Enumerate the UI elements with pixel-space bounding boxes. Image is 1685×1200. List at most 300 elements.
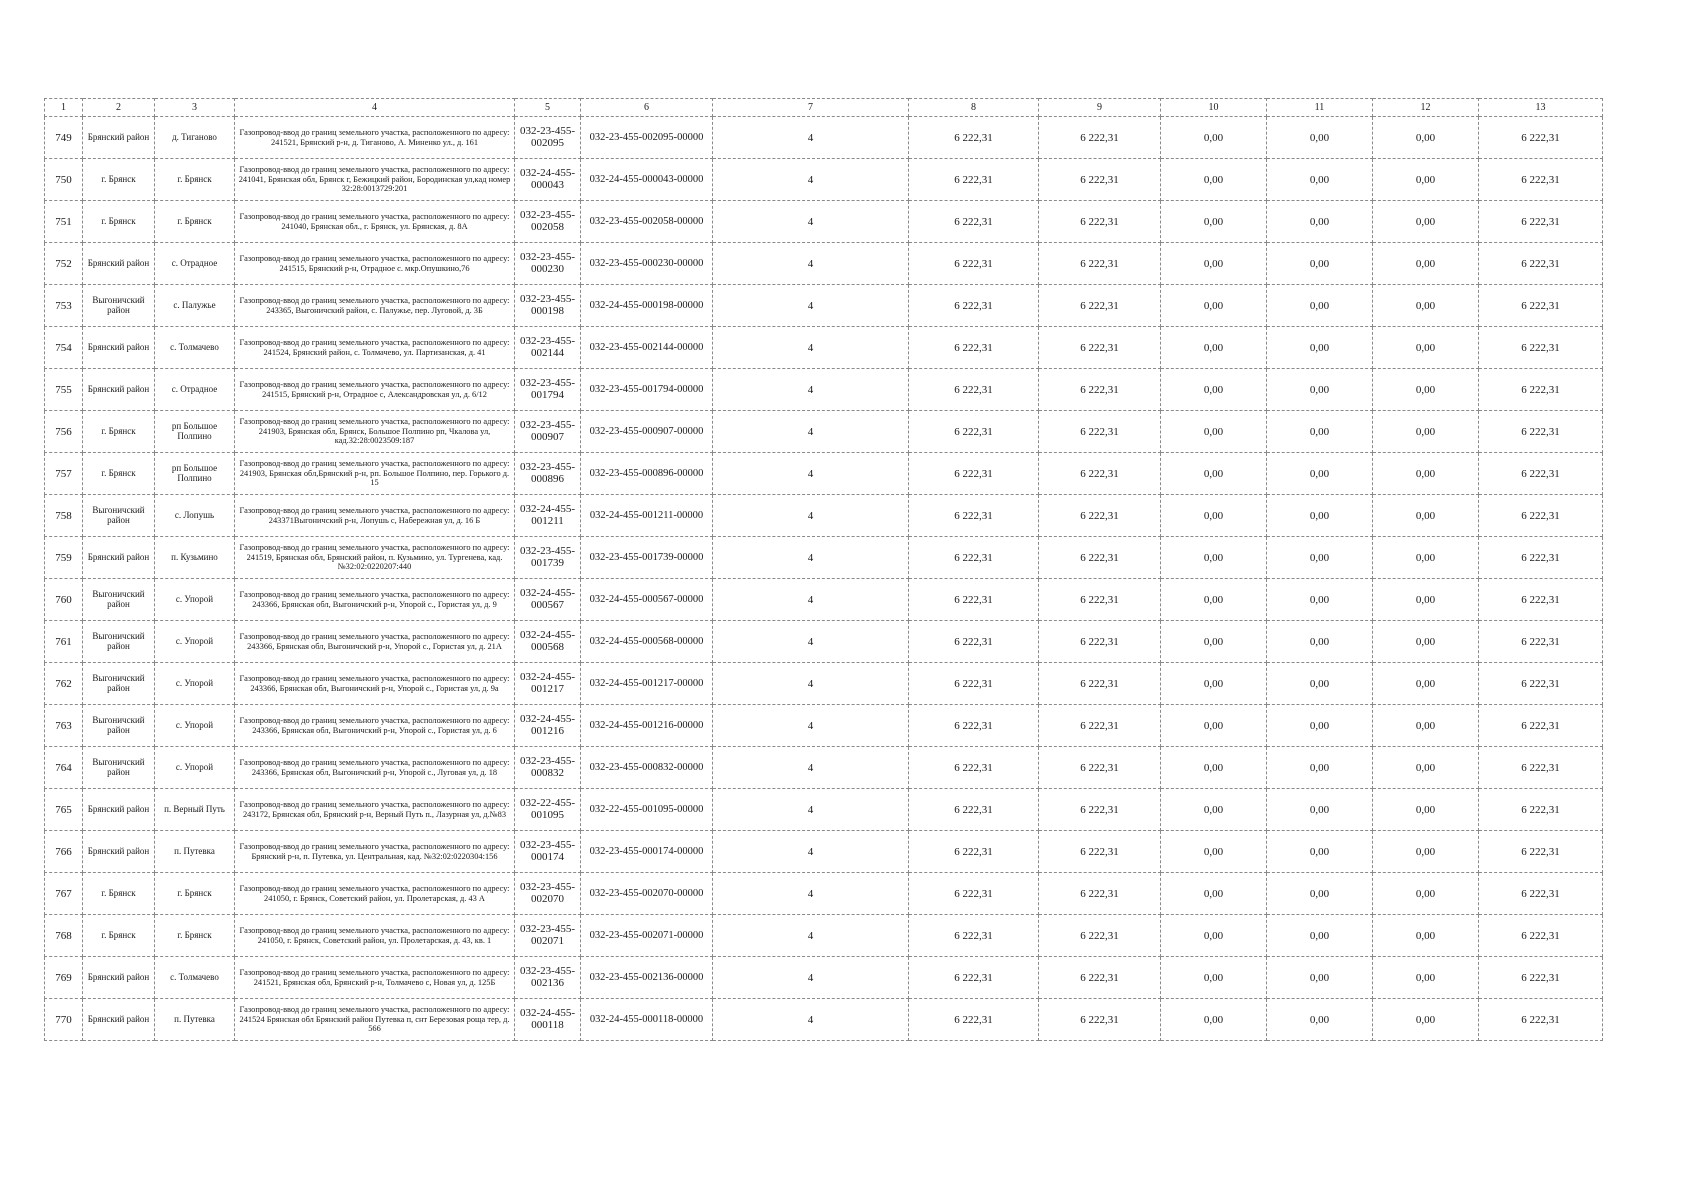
table-row [45,201,1603,243]
table-cell: 032-22-455-001095-00000 [581,789,713,831]
table-cell: 0,00 [1373,705,1479,747]
table-cell: 6 222,31 [1479,117,1603,159]
table-cell: 6 222,31 [1039,201,1161,243]
table-cell: г. Брянск [83,453,155,495]
table-cell: Газопровод-ввод до границ земельного участка, расположенного по адресу: 241524, Брянский район, с. Толмачево, ул. Партизанская, д. 41 [235,327,515,369]
table-cell: 4 [713,453,909,495]
table-cell: с. Упорой [155,705,235,747]
table-cell: г. Брянск [83,201,155,243]
table-cell: 4 [713,663,909,705]
table-cell: 4 [713,243,909,285]
table-cell: 0,00 [1373,495,1479,537]
column-header-9: 9 [1039,99,1161,117]
table-cell: рп Большое Полпино [155,411,235,453]
table-row [45,537,1603,579]
table-cell: 032-24-455-001217-00000 [581,663,713,705]
table-cell: Газопровод-ввод до границ земельного участка, расположенного по адресу: 243172, Брянская обл, Брянский р-н, Верный Путь п., Лазурная ул, д.№83 [235,789,515,831]
table-cell: 6 222,31 [1479,243,1603,285]
table-cell: 6 222,31 [909,159,1039,201]
table-cell: г. Брянск [155,159,235,201]
table-cell: Газопровод-ввод до границ земельного участка, расположенного по адресу: 241903, Брянская обл, Брянск, Большое Полпино рп, Чкалова ул, кад.32:28:0023509:187 [235,411,515,453]
table-cell: 032-24-455-000043 [515,159,581,201]
column-header-11: 11 [1267,99,1373,117]
table-cell: 6 222,31 [1479,159,1603,201]
table-cell: 0,00 [1161,831,1267,873]
table-cell: 032-24-455-000568 [515,621,581,663]
table-cell: 032-24-455-001217 [515,663,581,705]
table-cell: 0,00 [1161,411,1267,453]
table-cell: 032-23-455-002070 [515,873,581,915]
table-cell: 6 222,31 [1479,201,1603,243]
register-table [44,98,1603,1041]
table-row [45,327,1603,369]
table-cell: 4 [713,579,909,621]
table-cell: 032-24-455-000567-00000 [581,579,713,621]
table-cell: 6 222,31 [1039,369,1161,411]
table-cell: с. Толмачево [155,957,235,999]
table-cell: 0,00 [1267,789,1373,831]
table-cell: 6 222,31 [909,999,1039,1041]
table-cell: п. Путевка [155,999,235,1041]
table-cell: 0,00 [1267,327,1373,369]
table-cell: 0,00 [1161,537,1267,579]
table-cell: 6 222,31 [1039,117,1161,159]
table-cell: 768 [45,915,83,957]
table-cell: 032-24-455-001216 [515,705,581,747]
table-cell: 754 [45,327,83,369]
table-cell: 6 222,31 [1479,957,1603,999]
table-cell: 4 [713,999,909,1041]
table-cell: 6 222,31 [1039,789,1161,831]
table-cell: рп Большое Полпино [155,453,235,495]
table-cell: 032-22-455-001095 [515,789,581,831]
table-cell: 4 [713,327,909,369]
table-cell: 0,00 [1373,663,1479,705]
table-cell: 758 [45,495,83,537]
column-header-8: 8 [909,99,1039,117]
table-cell: г. Брянск [155,915,235,957]
table-row [45,159,1603,201]
header-row [45,99,1603,117]
table-cell: 0,00 [1267,411,1373,453]
table-cell: 6 222,31 [909,579,1039,621]
table-cell: с. Лопушь [155,495,235,537]
table-cell: 6 222,31 [1039,999,1161,1041]
table-cell: 6 222,31 [909,285,1039,327]
table-cell: 6 222,31 [1479,369,1603,411]
table-cell: 6 222,31 [1479,495,1603,537]
table-cell: Газопровод-ввод до границ земельного участка, расположенного по адресу: 241521, Брянский р-н, д. Тиганово, А. Миненко ул., д. 161 [235,117,515,159]
table-cell: 0,00 [1267,495,1373,537]
table-cell: 032-23-455-000832 [515,747,581,789]
table-cell: 751 [45,201,83,243]
table-cell: Брянский район [83,243,155,285]
table-cell: 0,00 [1267,999,1373,1041]
table-cell: 769 [45,957,83,999]
table-cell: с. Упорой [155,747,235,789]
table-cell: 6 222,31 [909,705,1039,747]
table-cell: 032-23-455-002058-00000 [581,201,713,243]
table-cell: 0,00 [1267,453,1373,495]
table-cell: Выгоничский район [83,747,155,789]
table-cell: 6 222,31 [1039,957,1161,999]
table-row [45,873,1603,915]
column-header-12: 12 [1373,99,1479,117]
table-cell: 032-23-455-000896 [515,453,581,495]
table-cell: 0,00 [1161,159,1267,201]
column-header-13: 13 [1479,99,1603,117]
table-row [45,789,1603,831]
table-cell: Газопровод-ввод до границ земельного участка, расположенного по адресу: 243366, Брянская обл, Выгоничский р-н, Упорой с., Гористая ул, д. 9 [235,579,515,621]
table-cell: 0,00 [1373,789,1479,831]
table-cell: 0,00 [1161,747,1267,789]
table-cell: 4 [713,285,909,327]
table-cell: 6 222,31 [1039,495,1161,537]
table-cell: 6 222,31 [909,873,1039,915]
table-cell: 0,00 [1267,159,1373,201]
table-row [45,957,1603,999]
table-cell: 6 222,31 [909,201,1039,243]
table-cell: 6 222,31 [1479,537,1603,579]
column-header-3: 3 [155,99,235,117]
table-cell: 0,00 [1161,957,1267,999]
table-cell: 6 222,31 [1479,915,1603,957]
table-cell: 0,00 [1161,117,1267,159]
table-cell: Выгоничский район [83,705,155,747]
table-cell: 4 [713,621,909,663]
table-cell: с. Отрадное [155,369,235,411]
table-cell: 6 222,31 [1039,579,1161,621]
table-cell: с. Упорой [155,621,235,663]
table-cell: 0,00 [1161,705,1267,747]
table-row [45,831,1603,873]
table-cell: 6 222,31 [909,453,1039,495]
table-cell: 032-23-455-000230-00000 [581,243,713,285]
table-cell: 6 222,31 [1039,663,1161,705]
table-cell: 032-23-455-000896-00000 [581,453,713,495]
table-cell: 6 222,31 [1479,285,1603,327]
table-cell: 6 222,31 [1479,663,1603,705]
table-cell: 032-24-455-001216-00000 [581,705,713,747]
table-cell: 767 [45,873,83,915]
table-cell: 0,00 [1161,663,1267,705]
table-cell: 032-23-455-002144 [515,327,581,369]
table-cell: Газопровод-ввод до границ земельного участка, расположенного по адресу: 241041, Брянская обл, Брянск г, Бежицкий район, Бородинская ул,кад номер 32:28:0013729:201 [235,159,515,201]
table-cell: 032-23-455-002070-00000 [581,873,713,915]
table-cell: 0,00 [1373,117,1479,159]
table-cell: 0,00 [1161,495,1267,537]
table-row [45,285,1603,327]
table-cell: 759 [45,537,83,579]
table-cell: 761 [45,621,83,663]
table-row [45,999,1603,1041]
table-cell: 032-23-455-002144-00000 [581,327,713,369]
table-cell: 032-23-455-002136 [515,957,581,999]
table-cell: 4 [713,831,909,873]
table-cell: 4 [713,957,909,999]
table-cell: 032-23-455-000907-00000 [581,411,713,453]
table-cell: 6 222,31 [909,831,1039,873]
table-cell: 032-23-455-001794 [515,369,581,411]
table-cell: 6 222,31 [909,369,1039,411]
table-cell: Брянский район [83,789,155,831]
table-cell: Брянский район [83,999,155,1041]
table-cell: 032-24-455-000118 [515,999,581,1041]
table-cell: 0,00 [1161,873,1267,915]
table-cell: 0,00 [1267,747,1373,789]
table-cell: 032-24-455-000568-00000 [581,621,713,663]
table-cell: 6 222,31 [909,537,1039,579]
table-cell: г. Брянск [83,915,155,957]
table-cell: Брянский район [83,117,155,159]
table-cell: Выгоничский район [83,621,155,663]
table-cell: 4 [713,117,909,159]
table-cell: 6 222,31 [909,621,1039,663]
table-cell: 0,00 [1373,243,1479,285]
table-cell: 750 [45,159,83,201]
column-header-5: 5 [515,99,581,117]
table-cell: Газопровод-ввод до границ земельного участка, расположенного по адресу: 243366, Брянская обл, Выгоничский р-н, Упорой с., Гористая ул, д. 9а [235,663,515,705]
table-cell: г. Брянск [83,159,155,201]
table-cell: Брянский район [83,537,155,579]
table-cell: п. Путевка [155,831,235,873]
table-cell: 0,00 [1161,327,1267,369]
table-cell: 6 222,31 [909,411,1039,453]
table-cell: Газопровод-ввод до границ земельного участка, расположенного по адресу: 243366, Брянская обл, Выгоничский р-н, Упорой с., Гористая ул, д. 21А [235,621,515,663]
table-cell: 6 222,31 [1039,243,1161,285]
table-cell: 6 222,31 [1479,999,1603,1041]
table-cell: 6 222,31 [909,915,1039,957]
table-cell: Брянский район [83,957,155,999]
table-cell: с. Палужье [155,285,235,327]
table-cell: 0,00 [1267,957,1373,999]
table-cell: 6 222,31 [1039,159,1161,201]
table-cell: 6 222,31 [909,243,1039,285]
table-cell: п. Верный Путь [155,789,235,831]
table-cell: 766 [45,831,83,873]
table-cell: 032-23-455-000198 [515,285,581,327]
table-cell: 0,00 [1267,663,1373,705]
table-cell: 032-23-455-002136-00000 [581,957,713,999]
table-cell: 6 222,31 [1479,831,1603,873]
table-cell: 4 [713,411,909,453]
table-cell: 6 222,31 [1479,621,1603,663]
table-cell: 4 [713,705,909,747]
table-cell: 0,00 [1373,285,1479,327]
table-cell: 6 222,31 [909,789,1039,831]
table-cell: 0,00 [1373,957,1479,999]
table-cell: 6 222,31 [1479,453,1603,495]
column-header-2: 2 [83,99,155,117]
table-cell: 765 [45,789,83,831]
table-cell: 0,00 [1267,201,1373,243]
table-cell: 032-23-455-002071-00000 [581,915,713,957]
table-cell: 4 [713,159,909,201]
table-cell: 0,00 [1161,579,1267,621]
table-cell: Брянский район [83,327,155,369]
table-cell: 756 [45,411,83,453]
table-cell: 749 [45,117,83,159]
table-cell: с. Отрадное [155,243,235,285]
table-cell: 032-23-455-000174-00000 [581,831,713,873]
table-cell: 764 [45,747,83,789]
table-cell: 0,00 [1161,789,1267,831]
table-cell: 0,00 [1161,621,1267,663]
table-cell: Газопровод-ввод до границ земельного участка, расположенного по адресу: 241050, г. Брянск, Советский район, ул. Пролетарская, д. 43, кв. 1 [235,915,515,957]
table-cell: 032-23-455-000832-00000 [581,747,713,789]
table-cell: 4 [713,915,909,957]
table-cell: 032-24-455-001211-00000 [581,495,713,537]
table-cell: 032-23-455-000907 [515,411,581,453]
table-cell: 0,00 [1373,915,1479,957]
table-cell: 762 [45,663,83,705]
table-cell: 032-24-455-000198-00000 [581,285,713,327]
table-cell: 0,00 [1161,285,1267,327]
table-cell: 4 [713,747,909,789]
table-cell: 6 222,31 [1039,285,1161,327]
table-cell: Брянский район [83,831,155,873]
table-cell: г. Брянск [83,873,155,915]
table-cell: 6 222,31 [1039,915,1161,957]
table-cell: 6 222,31 [909,117,1039,159]
table-cell: 0,00 [1267,369,1373,411]
table-cell: 032-23-455-001739-00000 [581,537,713,579]
table-cell: с. Толмачево [155,327,235,369]
table-cell: 0,00 [1373,537,1479,579]
table-cell: 0,00 [1373,873,1479,915]
table-cell: 6 222,31 [1479,789,1603,831]
table-cell: 6 222,31 [909,663,1039,705]
table-cell: 6 222,31 [1039,411,1161,453]
table-cell: 0,00 [1161,999,1267,1041]
table-cell: 0,00 [1267,579,1373,621]
table-cell: 6 222,31 [1479,327,1603,369]
table-cell: 6 222,31 [909,747,1039,789]
table-cell: 6 222,31 [909,495,1039,537]
table-cell: 4 [713,873,909,915]
table-cell: 0,00 [1267,285,1373,327]
table-cell: Газопровод-ввод до границ земельного участка, расположенного по адресу: 241903, Брянская обл,Брянский р-н, рп. Большое Полпино, пер. Горького д. 15 [235,453,515,495]
table-cell: 0,00 [1373,747,1479,789]
table-cell: Газопровод-ввод до границ земельного участка, расположенного по адресу: Брянский р-н, п. Путевка, ул. Центральная, кад. №32:02:0220304:156 [235,831,515,873]
table-row [45,579,1603,621]
table-cell: 0,00 [1373,453,1479,495]
table-cell: Газопровод-ввод до границ земельного участка, расположенного по адресу: 243371Выгоничский р-н, Лопушь с, Набережная ул, д. 16 Б [235,495,515,537]
table-row [45,495,1603,537]
column-header-10: 10 [1161,99,1267,117]
table-cell: 4 [713,495,909,537]
table-cell: д. Тиганово [155,117,235,159]
table-cell: 0,00 [1267,873,1373,915]
table-cell: г. Брянск [155,201,235,243]
table-cell: 0,00 [1161,243,1267,285]
table-cell: 032-24-455-001211 [515,495,581,537]
table-cell: Газопровод-ввод до границ земельного участка, расположенного по адресу: 243365, Выгоничский район, с. Палужье, пер. Луговой, д. 3Б [235,285,515,327]
table-cell: Газопровод-ввод до границ земельного участка, расположенного по адресу: 241519, Брянская обл, Брянский район, п. Кузьмино, ул. Тургенева, кад. №32:02:0220207:440 [235,537,515,579]
table-cell: 4 [713,201,909,243]
table-cell: 755 [45,369,83,411]
table-cell: 032-24-455-000118-00000 [581,999,713,1041]
table-cell: 0,00 [1267,831,1373,873]
table-row [45,747,1603,789]
table-cell: г. Брянск [83,411,155,453]
table-cell: 0,00 [1373,369,1479,411]
table-cell: 6 222,31 [909,327,1039,369]
column-header-4: 4 [235,99,515,117]
table-cell: 6 222,31 [1479,873,1603,915]
table-cell: 0,00 [1267,117,1373,159]
table-row [45,705,1603,747]
table-cell: с. Упорой [155,579,235,621]
table-cell: 0,00 [1267,915,1373,957]
column-header-1: 1 [45,99,83,117]
table-cell: 4 [713,789,909,831]
table-cell: Газопровод-ввод до границ земельного участка, расположенного по адресу: 243366, Брянская обл, Выгоничский р-н, Упорой с., Гористая ул, д. 6 [235,705,515,747]
table-row [45,663,1603,705]
table-cell: 032-24-455-000043-00000 [581,159,713,201]
table-cell: 0,00 [1373,201,1479,243]
table-cell: 032-23-455-001739 [515,537,581,579]
table-row [45,453,1603,495]
table-cell: 0,00 [1373,159,1479,201]
table-cell: 032-23-455-002071 [515,915,581,957]
table-cell: 6 222,31 [1039,327,1161,369]
table-cell: 4 [713,369,909,411]
table-cell: 6 222,31 [1479,579,1603,621]
table-cell: 6 222,31 [1479,705,1603,747]
table-cell: 032-23-455-000174 [515,831,581,873]
table-cell: 6 222,31 [1039,705,1161,747]
table-row [45,621,1603,663]
table-cell: 0,00 [1373,411,1479,453]
table-cell: 6 222,31 [1479,747,1603,789]
table-cell: 6 222,31 [1039,621,1161,663]
table-cell: 0,00 [1161,915,1267,957]
table-cell: 032-23-455-000230 [515,243,581,285]
table-cell: Брянский район [83,369,155,411]
table-cell: 763 [45,705,83,747]
table-cell: Газопровод-ввод до границ земельного участка, расположенного по адресу: 241050, г. Брянск, Советский район, ул. Пролетарская, д. 43 А [235,873,515,915]
table-cell: 0,00 [1373,579,1479,621]
table-cell: 032-23-455-001794-00000 [581,369,713,411]
table-cell: 752 [45,243,83,285]
table-cell: 032-23-455-002095-00000 [581,117,713,159]
table-cell: 0,00 [1267,243,1373,285]
table-cell: Газопровод-ввод до границ земельного участка, расположенного по адресу: 243366, Брянская обл, Выгоничский р-н, Упорой с., Луговая ул, д. 18 [235,747,515,789]
table-cell: г. Брянск [155,873,235,915]
table-cell: Выгоничский район [83,663,155,705]
table-cell: Выгоничский район [83,495,155,537]
table-cell: 753 [45,285,83,327]
table-cell: 6 222,31 [1479,411,1603,453]
table-row [45,411,1603,453]
table-cell: 0,00 [1373,831,1479,873]
table-cell: п. Кузьмино [155,537,235,579]
table-cell: 0,00 [1373,621,1479,663]
table-cell: Газопровод-ввод до границ земельного участка, расположенного по адресу: 241515, Брянский р-н, Отрадное с, Александровская ул, д. 6/12 [235,369,515,411]
table-cell: 032-23-455-002095 [515,117,581,159]
table-cell: 770 [45,999,83,1041]
table-cell: Газопровод-ввод до границ земельного участка, расположенного по адресу: 241524 Брянская обл Брянский район Путевка п, снт Березовая роща тер, д. 566 [235,999,515,1041]
table-row [45,915,1603,957]
table-cell: 4 [713,537,909,579]
table-cell: 0,00 [1161,201,1267,243]
table-cell: Газопровод-ввод до границ земельного участка, расположенного по адресу: 241515, Брянский р-н, Отрадное с. мкр.Опушкино,76 [235,243,515,285]
table-row [45,243,1603,285]
table-cell: Выгоничский район [83,579,155,621]
table-cell: 032-23-455-002058 [515,201,581,243]
table-cell: 0,00 [1161,369,1267,411]
